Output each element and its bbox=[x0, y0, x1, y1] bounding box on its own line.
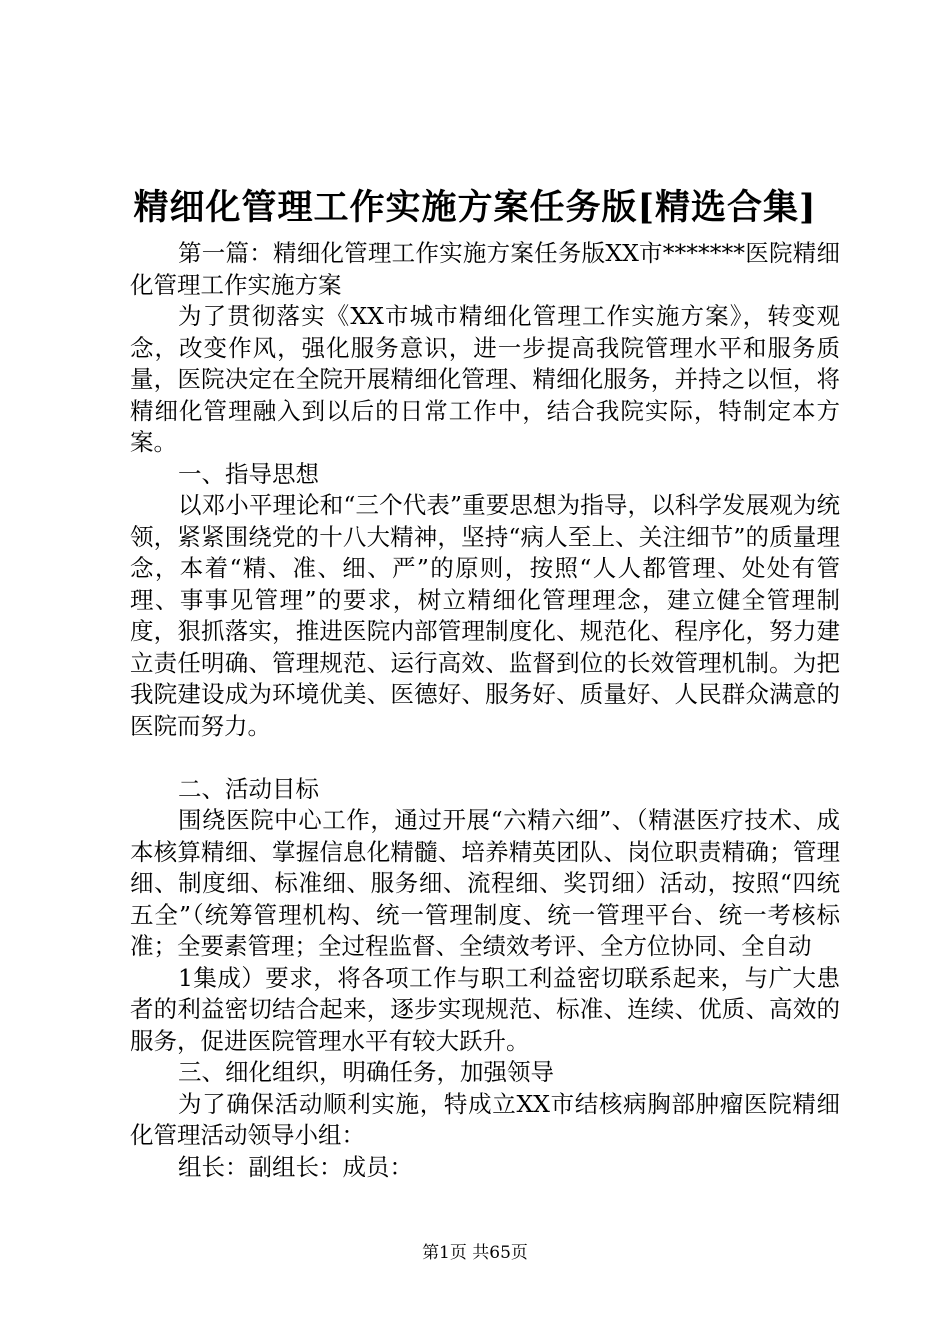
paragraph-activity-goals-continued: 1集成）要求，将各项工作与职工利益密切联系起来，与广大患者的利益密切结合起来，逐步实现规范、标准、连续、优质、高效的服务，促进医院管理水平有较大跃升。 bbox=[130, 963, 840, 1055]
section-heading-guiding-ideology: 一、指导思想 bbox=[178, 459, 319, 488]
paragraph-group-members: 组长：副组长：成员： bbox=[178, 1152, 413, 1181]
paragraph-leading-group: 为了确保活动顺利实施，特成立XX市结核病胸部肿瘤医院精细化管理活动领导小组： bbox=[130, 1089, 840, 1149]
paragraph-chapter-heading: 第一篇：精细化管理工作实施方案任务版XX市*******医院精细化管理工作实施方案 bbox=[130, 239, 840, 299]
page-footer: 第1页 共65页 bbox=[422, 1243, 528, 1263]
section-heading-activity-goals: 二、活动目标 bbox=[178, 774, 319, 803]
document-body bbox=[130, 238, 840, 1183]
paragraph-activity-goals: 围绕医院中心工作，通过开展“六精六细”、（精湛医疗技术、成本核算精细、掌握信息化精髓、培养精英团队、岗位职责精确；管理细、制度细、标准细、服务细、流程细、奖罚细）活动，按照“四统五全”（统筹管理机构、统一管理制度、统一管理平台、统一考核标准；全要素管理；全过程监督、全绩效考评、全方位协同、全自动 bbox=[130, 806, 840, 960]
paragraph-intro: 为了贯彻落实《XX市城市精细化管理工作实施方案》，转变观念，改变作风，强化服务意识，进一步提高我院管理水平和服务质量，医院决定在全院开展精细化管理、精细化服务，并持之以恒，将精细化管理融入到以后的日常工作中，结合我院实际，特制定本方案。 bbox=[130, 302, 840, 456]
section-heading-organization: 三、细化组织，明确任务，加强领导 bbox=[178, 1058, 554, 1086]
paragraph-guiding-ideology: 以邓小平理论和“三个代表”重要思想为指导，以科学发展观为统领，紧紧围绕党的十八大精神，坚持“病人至上、关注细节”的质量理念，本着“精、准、细、严”的原则，按照“人人都管理、处处有管理、事事见管理”的要求，树立精细化管理理念，建立健全管理制度，狠抓落实，推进医院内部管理制度化、规范化、程序化，努力建立责任明确、管理规范、运行高效、监督到位的长效管理机制。为把我院建设成为环境优美、医德好、服务好、质量好、人民群众满意的医院而努力。 bbox=[130, 491, 840, 740]
document-title: 精细化管理工作实施方案任务版[精选合集] bbox=[133, 187, 817, 228]
